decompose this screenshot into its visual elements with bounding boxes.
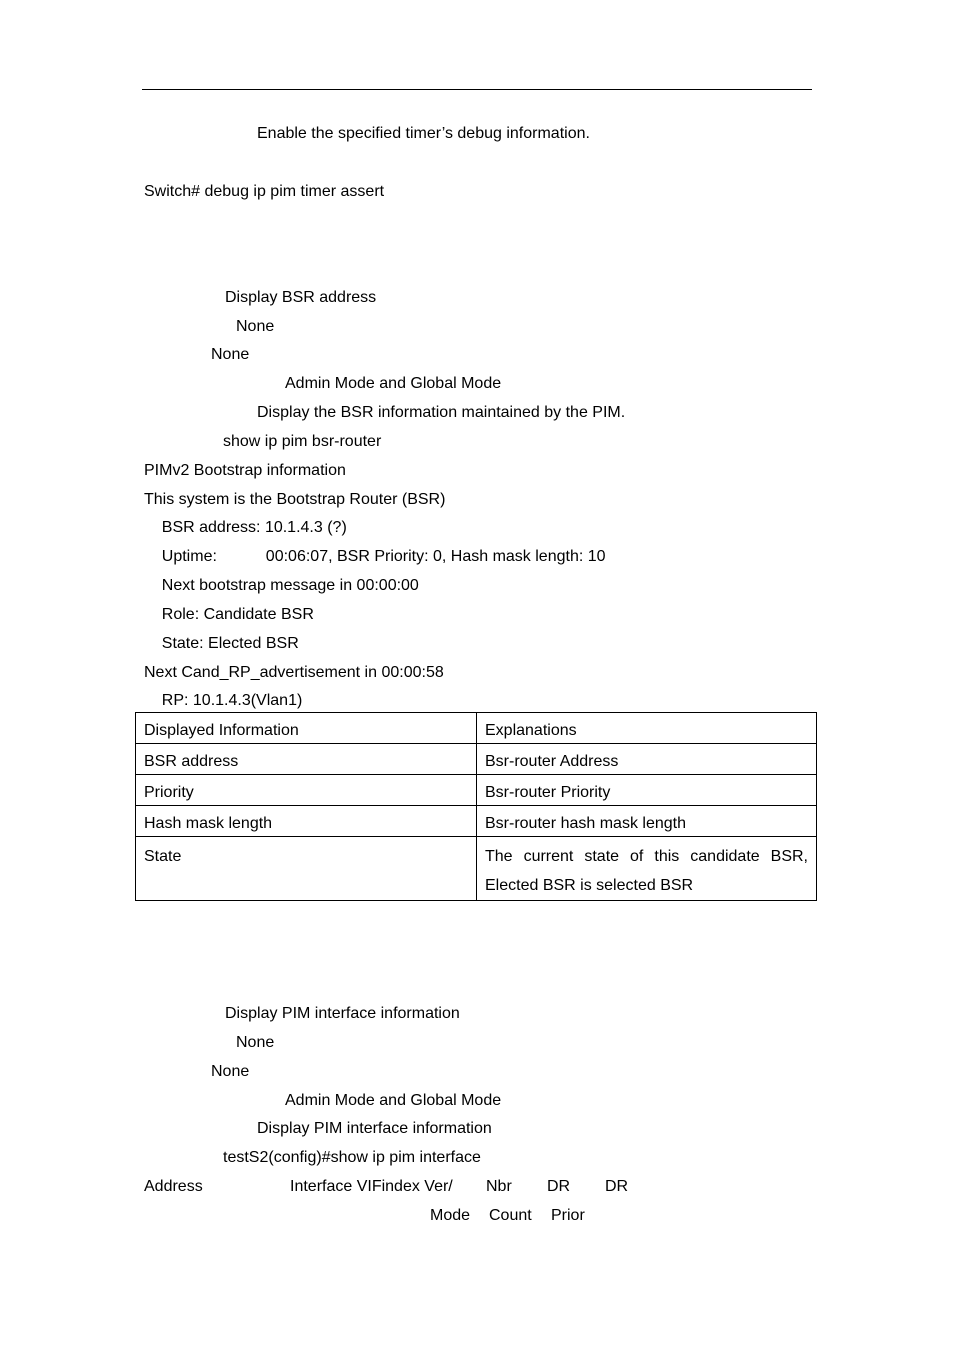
default-value: None	[211, 1063, 250, 1080]
column-header-count: Count	[489, 1207, 532, 1224]
command-mode: Admin Mode and Global Mode	[285, 375, 502, 392]
table-cell: BSR address	[136, 744, 477, 775]
table-cell: State	[136, 837, 477, 901]
parameter-value: None	[236, 318, 275, 335]
table-header-cell: Explanations	[477, 713, 817, 744]
example-command: testS2(config)#show ip pim interface	[223, 1149, 481, 1166]
column-header-mode: Mode	[430, 1207, 471, 1224]
table-cell: Bsr-router Priority	[477, 775, 817, 806]
command-mode: Admin Mode and Global Mode	[285, 1092, 502, 1109]
table-cell: Hash mask length	[136, 806, 477, 837]
default-value: None	[211, 346, 250, 363]
table-cell: Priority	[136, 775, 477, 806]
output-line: Next Cand_RP_advertisement in 00:00:58	[144, 664, 444, 681]
column-header-dr: DR	[605, 1178, 629, 1195]
table-row	[136, 775, 817, 806]
table-row	[136, 744, 817, 775]
output-line: BSR address: 10.1.4.3 (?)	[144, 519, 347, 536]
command-description: Display PIM interface information	[225, 1005, 460, 1022]
output-line: This system is the Bootstrap Router (BSR)	[144, 491, 446, 508]
table-cell: Bsr-router Address	[477, 744, 817, 775]
column-header-interface: Interface VIFindex Ver/	[290, 1178, 453, 1195]
output-line: Next bootstrap message in 00:00:00	[144, 577, 419, 594]
parameter-value: None	[236, 1034, 275, 1051]
table-cell: The current state of this candidate BSR, Elected BSR is selected BSR	[477, 837, 817, 901]
table-row	[136, 806, 817, 837]
example-command: show ip pim bsr-router	[223, 433, 382, 450]
explanation-table	[135, 712, 817, 901]
column-header-nbr: Nbr	[486, 1178, 512, 1195]
table-row	[136, 837, 817, 901]
table-header-cell: Displayed Information	[136, 713, 477, 744]
function-text: Enable the specified timer’s debug information.	[257, 125, 590, 142]
column-header-address: Address	[144, 1178, 203, 1195]
table-header-row	[136, 713, 817, 744]
output-line: Uptime: 00:06:07, BSR Priority: 0, Hash mask length: 10	[144, 548, 606, 565]
usage-guide: Display PIM interface information	[257, 1120, 492, 1137]
table-cell: Bsr-router hash mask length	[477, 806, 817, 837]
usage-guide: Display the BSR information maintained by the PIM.	[257, 404, 626, 421]
output-line: Role: Candidate BSR	[144, 606, 314, 623]
header-rule	[142, 89, 812, 90]
column-header-dr: DR	[547, 1178, 571, 1195]
example-command: Switch# debug ip pim timer assert	[144, 183, 385, 200]
output-line: State: Elected BSR	[144, 635, 299, 652]
column-header-prior: Prior	[551, 1207, 585, 1224]
output-line: PIMv2 Bootstrap information	[144, 462, 346, 479]
command-description: Display BSR address	[225, 289, 377, 306]
output-line: RP: 10.1.4.3(Vlan1)	[144, 692, 303, 709]
